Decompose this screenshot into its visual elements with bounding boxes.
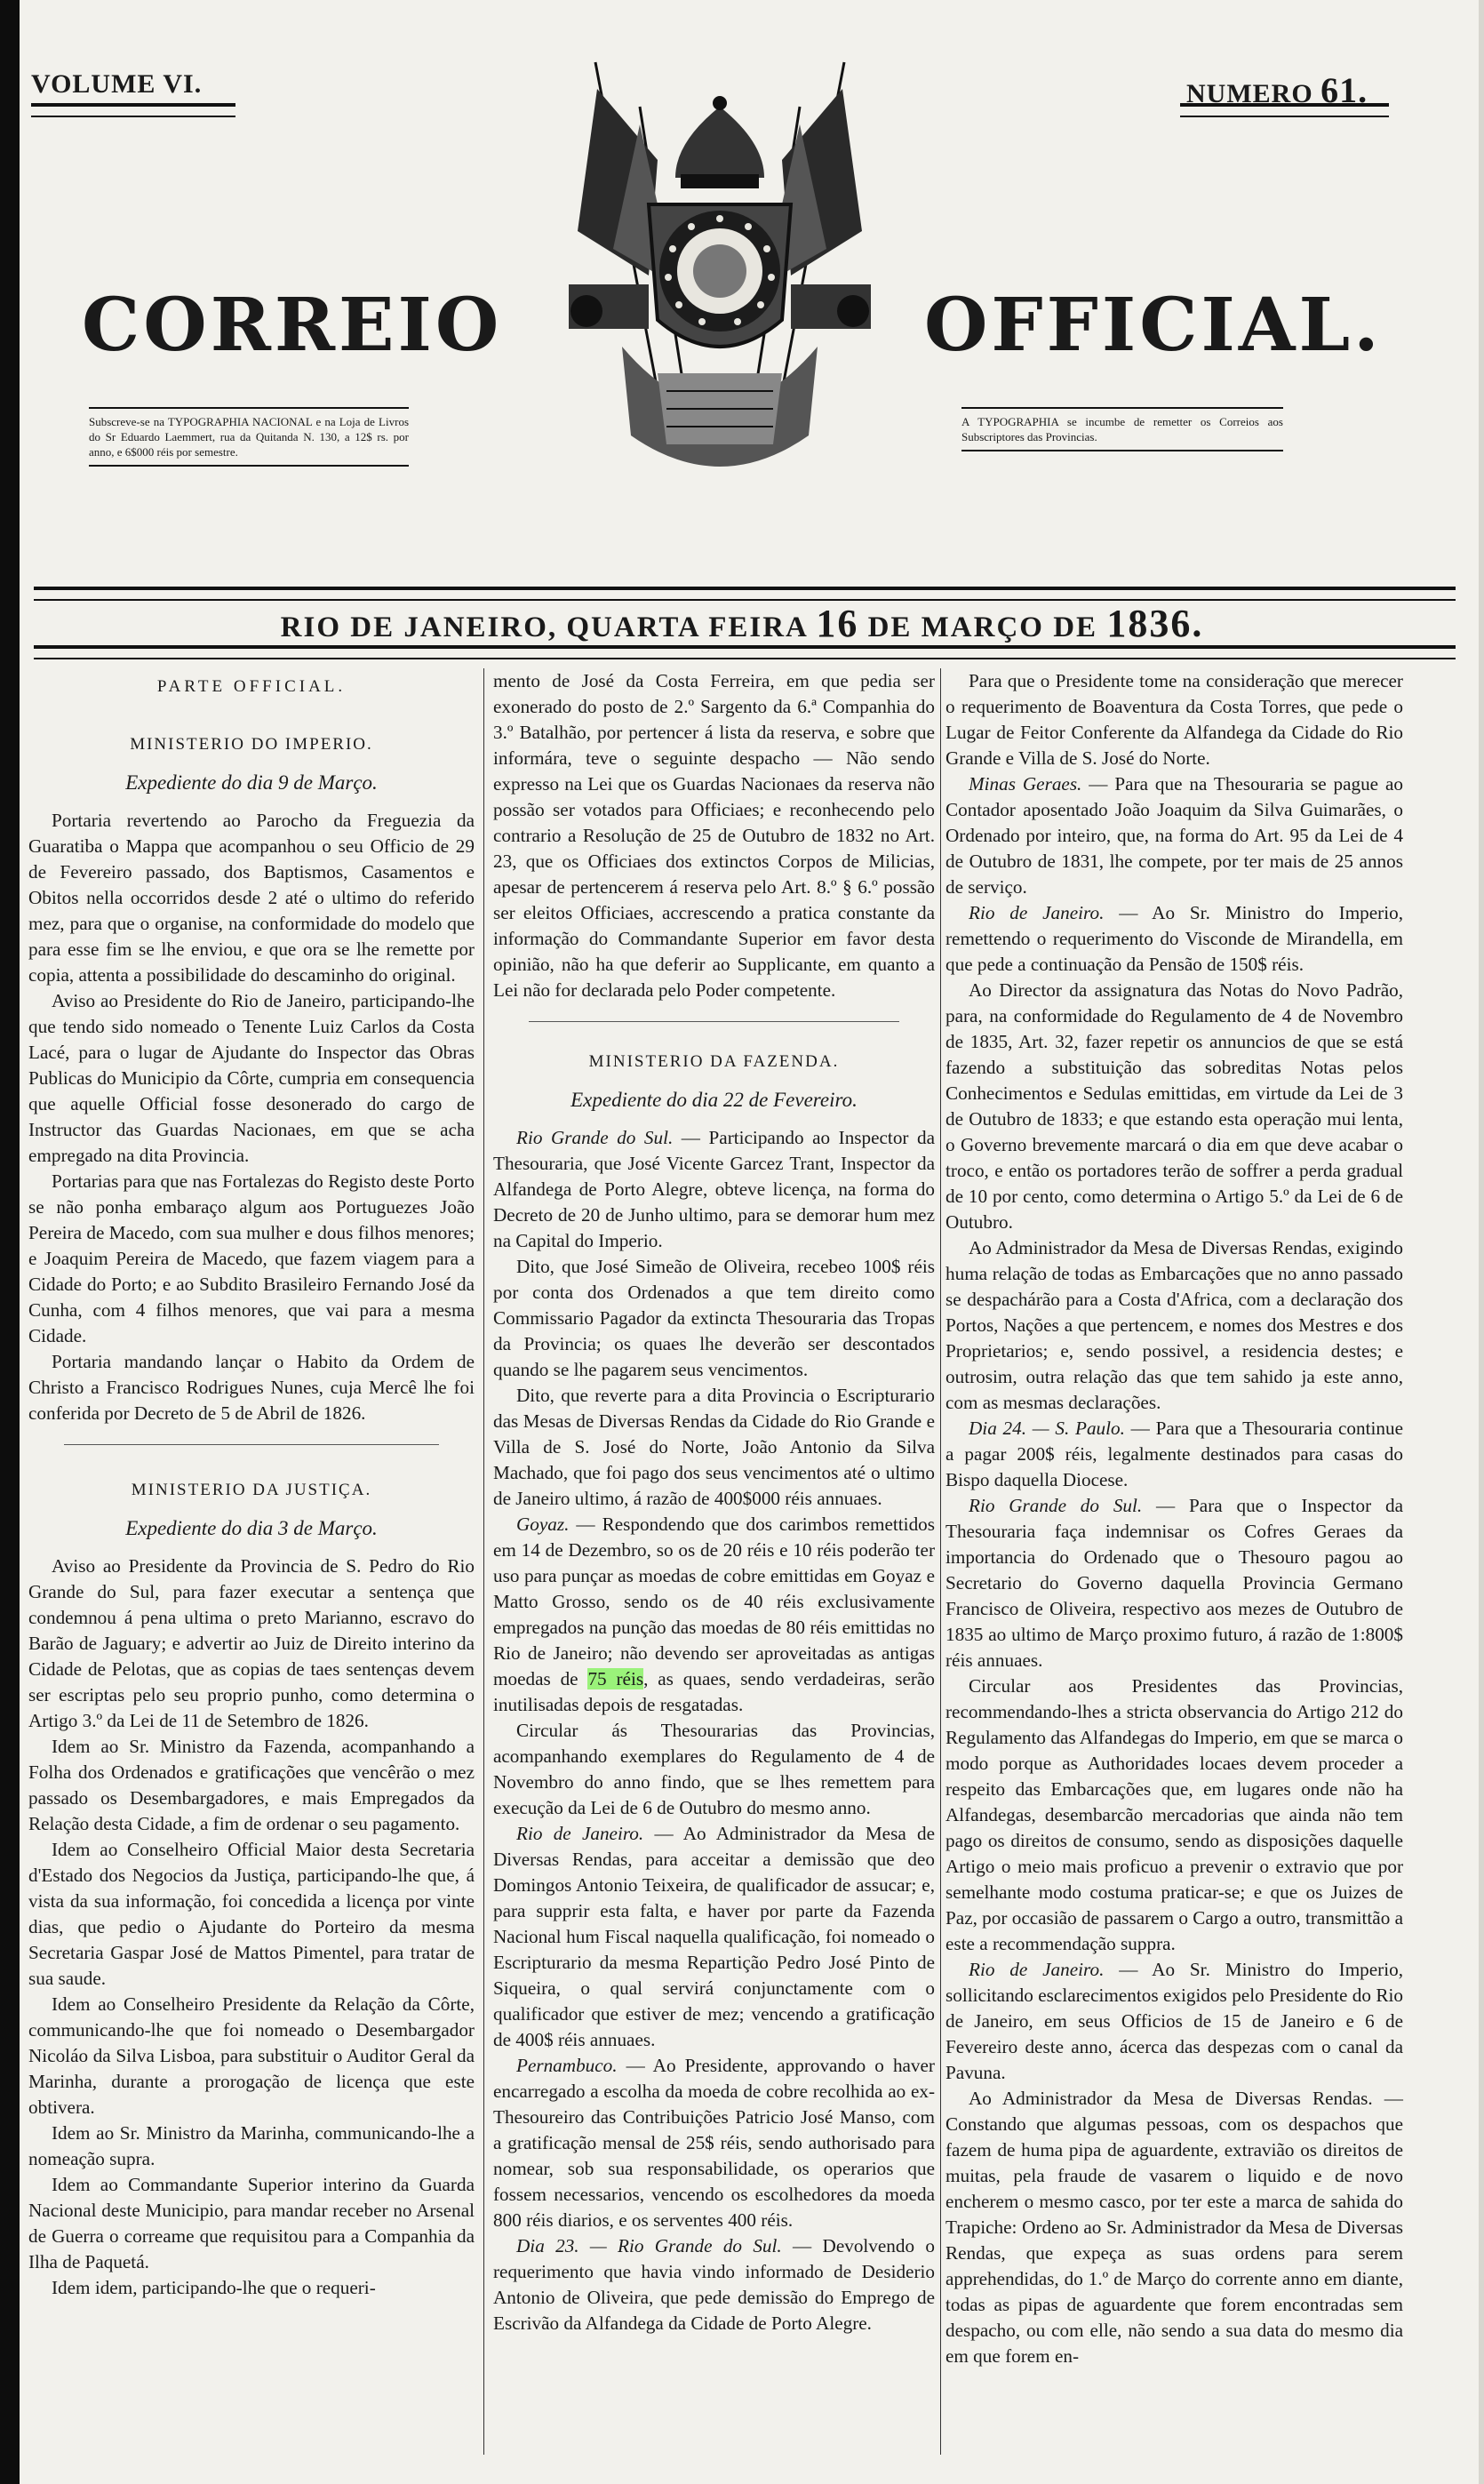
- imperial-coat-of-arms: [515, 53, 924, 498]
- article-paragraph: Rio de Janeiro. — Ao Administrador da Mesa de Diversas Rendas, para acceitar a demissão que deo Domingos Antonio Teixeira, de qualificador de assucar; e, para supprir esta falta, e haver por parte da Fazenda Nacional hum Fiscal naquella qualificação, foi nomeado o Escripturario da mesma Repartição Pedro José Pinto de Siqueira, o qual servirá conjunctamente com o qualificador que estiver de mez; vencendo a gratificação de 400$ réis annuaes.: [493, 1823, 935, 2050]
- dateline-year: 1836.: [1106, 602, 1204, 645]
- place-name: Dia 24. — S. Paulo.: [969, 1418, 1125, 1439]
- expediente-heading: Expediente do dia 22 de Fevereiro.: [570, 1089, 858, 1111]
- ministry-heading: MINISTERIO DA FAZENDA.: [588, 1052, 840, 1071]
- volume-label: VOLUME VI.: [31, 69, 203, 99]
- article-paragraph: Ao Administrador da Mesa de Diversas Rendas, exigindo huma relação de todas as Embarcações que no anno passado se despachárão para a Costa d'Africa, com a declaração dos Portos, Nações a que pertencem, e nomes dos Mestres e dos Proprietarios; e, sendo possivel, a residencia destes; e outrosim, outra relação das que tem sahido ja este anno, com as mesmas declarações.: [945, 1237, 1403, 1413]
- article-paragraph: Rio de Janeiro. — Ao Sr. Ministro do Imperio, remettendo o requerimento do Visconde de Mirandella, em que pede a continuação da Pensão de 150$ réis.: [945, 902, 1404, 975]
- article-paragraph: Dito, que José Simeão de Oliveira, recebeo 100$ réis por conta dos Ordenados a que tem direito como Commissario Pagador da extincta Thesouraria das Tropas da Provincia; os quaes lhe deverão ser descontados quando se lhe pagarem seus vencimentos.: [493, 1256, 935, 1380]
- rule-left-top: [31, 103, 235, 117]
- article-paragraph: Dia 23. — Rio Grande do Sul. — Devolvendo o requerimento que havia vindo informado de Desiderio Antonio de Oliveira, que pede demissão do Emprego de Escrivão da Alfandega da Cidade de Porto Alegre.: [493, 2235, 935, 2334]
- subscription-notice: Subscreve-se na TYPOGRAPHIA NACIONAL e na Loja de Livros do Sr Eduardo Laemmert, rua da Quitanda N. 130, a 12$ rs. por anno, e 6$000 réis por semestre.: [89, 407, 409, 467]
- ministry-heading: MINISTERIO DO IMPERIO.: [130, 735, 373, 754]
- issue-number-label: NUMERO: [1186, 79, 1313, 108]
- article-paragraph: Rio Grande do Sul. — Participando ao Inspector da Thesouraria, que José Vicente Garcez Trant, Inspector da Alfandega de Porto Alegre, obteve licença, na forma do Decreto de 20 de Junho ultimo, para se demorar hum mez na Capital do Imperio.: [493, 1127, 935, 1251]
- article-paragraph: Minas Geraes. — Para que na Thesouraria se pague ao Contador aposentado João Joaquim da Silva Guimarães, o Ordenado por inteiro, que, na forma do Art. 95 da Lei de 4 de Outubro de 1831, lhe compete, por ter mais de 25 annos de serviço.: [945, 773, 1403, 898]
- article-paragraph: Idem ao Sr. Ministro da Marinha, communicando-lhe a nomeação supra.: [28, 2122, 475, 2169]
- article-paragraph: Ao Administrador da Mesa de Diversas Rendas. — Constando que algumas pessoas, com os despachos que fazem de huma pipa de aguardente, extravião os direitos de muitas, pela fraude de vasarem o liquido e de novo encherem o mesmo casco, por ter este a marca de sahida do Trapiche: Ordeno ao Sr. Administrador da Mesa de Diversas Rendas, que expeça as suas ordens para serem apprehendidas, do 1.º de Março do corrente anno em diante, todas as pipas de aguardente que forem encontradas sem despacho, ou com elle, não sendo a sua data do mesmo dia em que forem en-: [945, 2088, 1403, 2367]
- highlighted-text: 75 réis: [587, 1668, 644, 1689]
- article-paragraph: Idem ao Commandante Superior interino da Guarda Nacional deste Municipio, para mandar receber no Arsenal de Guerra o correame que requisitou para a Companhia da Ilha de Paquetá.: [28, 2174, 475, 2272]
- rule-right-top: [1180, 103, 1389, 117]
- delivery-notice: A TYPOGRAPHIA se incumbe de remetter os Correios aos Subscriptores das Provincias.: [961, 407, 1283, 451]
- article-paragraph: Dito, que reverte para a dita Provincia o Escripturario das Mesas de Diversas Rendas da Cidade do Rio Grande e Villa de S. José do Norte, João Antonio da Silva Machado, que foi pago dos seus vencimentos até o ultimo de Janeiro ultimo, á razão de 400$000 réis annuaes.: [493, 1385, 935, 1509]
- article-paragraph: Idem ao Conselheiro Official Maior desta Secretaria d'Estado dos Negocios da Justiça, participando-lhe que, á vista da sua informação, foi concedida a licença por vinte dias, que pedio o Ajudante do Porteiro da mesma Secretaria Gaspar José de Mattos Pimentel, para tratar de sua saude.: [28, 1839, 475, 1989]
- place-name: Rio de Janeiro.: [969, 902, 1105, 923]
- column-2: [493, 668, 935, 2336]
- column-rule-2: [940, 668, 941, 2455]
- place-name: Rio Grande do Sul.: [516, 1127, 674, 1148]
- place-name: Goyaz.: [516, 1514, 570, 1535]
- dateline-month: DE MARÇO DE: [867, 611, 1098, 643]
- article-paragraph: Portarias para que nas Fortalezas do Registo deste Porto se não ponha embaraço algum aos Portuguezes João Pereira de Macedo, com sua mulher e dous filhos menores; e Joaquim Pereira de Macedo, que fazem viagem para a Cidade do Porto; e ao Subdito Brasileiro Fernando José da Cunha, com 4 filhos menores, que vai para a mesma Cidade.: [28, 1170, 475, 1346]
- ministry-heading: MINISTERIO DA JUSTIÇA.: [131, 1481, 372, 1499]
- article-paragraph: Circular aos Presidentes das Provincias, recommendando-lhes a stricta observancia do Artigo 212 do Regulamento das Alfandegas do Imperio, em que se marca o modo porque as Authoridades locaes devem proceder a respeito das Embarcações que, em lugares onde não ha Alfandegas, desembarcão mercadorias que ainda não tem pago os direitos de consumo, sendo as disposições daquelle Artigo o meio mais proficuo a prevenir o extravio que por semelhante modo costuma praticar-se; e que os Juizes de Paz, por occasião de passarem o Cargo a outro, transmittão a este a recommendação suppra.: [945, 1675, 1404, 1954]
- column-3: [945, 668, 1403, 2369]
- rule-above-date: [34, 587, 1456, 601]
- article-paragraph: Pernambuco. — Ao Presidente, approvando o haver encarregado a escolha da moeda de cobre recolhida ao ex-Thesoureiro das Contribuições Patricio José Manso, com a gratificação mensal de 25$ réis, sendo authorisado para nomear, sob sua responsabilidade, os operarios que fossem necessarios, vencendo os escolhedores da moeda 800 réis diarios, e os serventes 400 réis.: [493, 2055, 935, 2231]
- rule-below-date: [34, 645, 1456, 659]
- place-name: Minas Geraes.: [969, 773, 1082, 795]
- title-right: OFFICIAL.: [924, 283, 1383, 368]
- scan-border: [0, 0, 20, 2484]
- column-rule-1: [483, 668, 484, 2455]
- section-heading: PARTE OFFICIAL.: [156, 677, 347, 696]
- article-paragraph: Idem idem, participando-lhe que o requeri-: [52, 2277, 376, 2298]
- place-name: Pernambuco.: [516, 2055, 618, 2076]
- place-name: Rio de Janeiro.: [969, 1959, 1105, 1980]
- article-paragraph: Idem ao Sr. Ministro da Fazenda, acompanhando a Folha dos Ordenados e gratificações que vencêrão o mez passado os Desembargadores, e mais Empregados da Relação desta Cidade, a fim de ordenar o seu pagamento.: [28, 1736, 475, 1834]
- article-paragraph: Ao Director da assignatura das Notas do Novo Padrão, para, na conformidade do Regulamento de 4 de Novembro de 1835, Art. 32, fazer repetir os annuncios de que se está fazendo a substituição das sobreditas Notas pelos Conhecimentos e Sedulas emittidas, em virtude da Lei de 3 de Outubro de 1833; e que estando esta operação mui lenta, o Governo brevemente marcará o dia em que deve acabar o troco, e então os portadores terão de soffrer a perda gradual de 10 por cento, como determina o Artigo 5.º da Lei de 6 de Outubro.: [945, 979, 1403, 1233]
- article-paragraph: Aviso ao Presidente do Rio de Janeiro, participando-lhe que tendo sido nomeado o Tenente Luiz Carlos da Costa Lacé, para o lugar de Ajudante do Inspector das Obras Publicas do Municipio da Côrte, cumpria em consequencia que aquelle Official fosse desonerado do cargo de Instructor das Guardas Nacionaes, em que se acha empregado na dita Provincia.: [28, 990, 475, 1166]
- article-paragraph: Dia 24. — S. Paulo. — Para que a Thesouraria continue a pagar 200$ réis, legalmente destinados para casas do Bispo daquella Diocese.: [945, 1418, 1403, 1490]
- dateline-place-weekday: RIO DE JANEIRO, QUARTA FEIRA: [280, 611, 808, 643]
- dateline-day: 16: [816, 602, 859, 645]
- page-edge: [1479, 0, 1484, 2484]
- article-paragraph: Aviso ao Presidente da Provincia de S. Pedro do Rio Grande do Sul, para fazer executar a sentença que condemnou á pena ultima o preto Marianno, escravo do Barão de Jaguary; e advertir ao Juiz de Direito interino da Cidade de Pelotas, que as copias de taes sentenças devem ser escriptas pelo seu proprio punho, como determina o Artigo 3.º da Lei de 11 de Setembro de 1826.: [28, 1555, 475, 1731]
- article-paragraph: Portaria revertendo ao Parocho da Freguezia da Guaratiba o Mappa que acompanhou o seu Officio de 29 de Fevereiro passado, dos Baptismos, Casamentos e Obitos nella occorridos desde 2 até o ultimo do referido mez, para que o organise, na conformidade do modelo que para esse fim se lhe enviou, e que ora se lhe remette por copia, attenta a possibilidade do descaminho do original.: [28, 810, 475, 986]
- place-name: Rio de Janeiro.: [516, 1823, 644, 1844]
- article-paragraph: Para que o Presidente tome na consideração que merecer o requerimento de Boaventura da Costa Torres, que pede o Lugar de Feitor Conferente da Alfandega da Cidade do Rio Grande e Villa de S. José do Norte.: [945, 670, 1403, 769]
- article-paragraph: Circular ás Thesourarias das Provincias, acompanhando exemplares do Regulamento de 4 de Novembro do anno findo, que se lhes remettem para execução da Lei de 6 de Outubro do mesmo anno.: [493, 1720, 935, 1818]
- section-divider: [64, 1444, 439, 1445]
- expediente-heading: Expediente do dia 9 de Março.: [125, 771, 378, 794]
- place-name: Rio Grande do Sul.: [969, 1495, 1143, 1516]
- article-paragraph: mento de José da Costa Ferreira, em que pedia ser exonerado do posto de 2.º Sargento da 6.ª Companhia do 3.º Batalhão, por pertencer á lista da reserva, e sobre que informára, teve o seguinte despacho — Não sendo expresso na Lei que os Guardas Nacionaes da reserva não possão ser votados para Officiaes; e reconhecendo pelo contrario a Resolução de 25 de Outubro de 1832 no Art. 23, que os Officiaes dos extinctos Corpos de Milicias, apesar de pertencerem á reserva pelo Art. 8.º § 6.º possão ser eleitos Officiaes, accrescendo a pratica constante da informação do Commandante Superior em favor desta opinião, não ha que deferir ao Supplicante, em quanto a Lei não for declarada pelo Poder competente.: [493, 670, 935, 1001]
- column-1: [28, 668, 475, 2301]
- place-name: Dia 23. — Rio Grande do Sul.: [516, 2235, 782, 2256]
- expediente-heading: Expediente do dia 3 de Março.: [125, 1517, 378, 1539]
- title-left: CORREIO: [82, 283, 503, 368]
- section-divider: [529, 1021, 899, 1022]
- article-paragraph: Goyaz. — Respondendo que dos carimbos remettidos em 14 de Dezembro, so os de 20 réis e 10 réis poderão ter uso para punçar as moedas de cobre emittidas em Goyaz e Matto Grosso, sendo os de 40 réis exclusivamente empregados na punção das moedas de 80 réis emittidas no Rio de Janeiro; não devendo ser aproveitadas as antigas moedas de 75 réis, as quaes, sendo verdadeiras, serão inutilisadas depois de resgatadas.: [493, 1514, 935, 1715]
- article-paragraph: Idem ao Conselheiro Presidente da Relação da Côrte, communicando-lhe que foi nomeado o Desembargador Nicoláo da Silva Lisboa, para substituir o Auditor Geral da Marinha, durante a prorogação de licença que este obtivera.: [28, 1993, 475, 2118]
- article-paragraph: Portaria mandando lançar o Habito da Ordem de Christo a Francisco Rodrigues Nunes, cuja Mercê lhe foi conferida por Decreto de 5 de Abril de 1826.: [28, 1351, 475, 1424]
- dateline: [0, 601, 1484, 646]
- article-paragraph: Rio Grande do Sul. — Para que o Inspector da Thesouraria faça indemnisar os Cofres Geraes da importancia do Ordenado que o Thesouro pagou ao Secretario do Governo daquella Provincia Germano Francisco de Oliveira, respectivo aos mezes de Outubro de 1835 ao ultimo de Março proximo futuro, á razão de 1:800$ réis annuaes.: [945, 1495, 1403, 1671]
- article-paragraph: Rio de Janeiro. — Ao Sr. Ministro do Imperio, sollicitando esclarecimentos exigidos pelo Presidente do Rio de Janeiro, em seus Officios de 15 de Janeiro e 6 de Fevereiro deste anno, ácerca das despezas com o canal da Pavuna.: [945, 1959, 1404, 2083]
- issue-number-value: 61.: [1320, 70, 1368, 110]
